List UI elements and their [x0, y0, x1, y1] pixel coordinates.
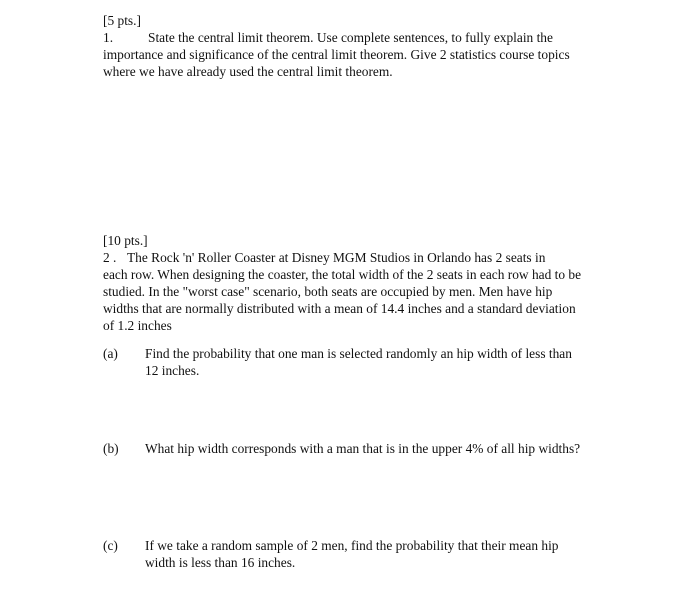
q2-text-5: of 1.2 inches	[103, 318, 172, 333]
q2-points: [10 pts.]	[103, 233, 148, 248]
part-a-text-1: Find the probability that one man is selected randomly an hip width of less than	[145, 346, 572, 361]
question-2	[103, 232, 603, 334]
q1-text-3: where we have already used the central limit theorem.	[103, 64, 393, 79]
part-a-label: (a)	[103, 346, 118, 361]
part-b-text-1: What hip width corresponds with a man that is in the upper 4% of all hip widths?	[145, 441, 581, 456]
q2-text-3: studied. In the "worst case" scenario, both seats are occupied by men. Men have hip	[103, 284, 553, 299]
q1-text-1: State the central limit theorem. Use complete sentences, to fully explain the	[148, 30, 553, 45]
part-c-label: (c)	[103, 538, 118, 553]
q2-text-4: widths that are normally distributed with a mean of 14.4 inches and a standard deviation	[103, 301, 576, 316]
part-c-text-1: If we take a random sample of 2 men, find the probability that their mean hip	[145, 538, 559, 553]
part-c-text-2: width is less than 16 inches.	[145, 555, 296, 570]
q1-line-1	[103, 29, 603, 46]
q1-text-2: importance and significance of the central limit theorem. Give 2 statistics course topics	[103, 47, 570, 62]
q2-text-2: each row. When designing the coaster, the total width of the 2 seats in each row had to be	[103, 267, 582, 282]
q1-number: 1.	[103, 30, 114, 45]
question-1	[103, 12, 603, 80]
q2-text-1: The Rock 'n' Roller Coaster at Disney MGM Studios in Orlando has 2 seats in	[127, 250, 546, 265]
part-a-text-2: 12 inches.	[145, 363, 200, 378]
q1-points: [5 pts.]	[103, 13, 141, 28]
part-b-label: (b)	[103, 441, 119, 456]
q2-line-1	[103, 249, 603, 266]
q2-number: 2 .	[103, 250, 117, 265]
